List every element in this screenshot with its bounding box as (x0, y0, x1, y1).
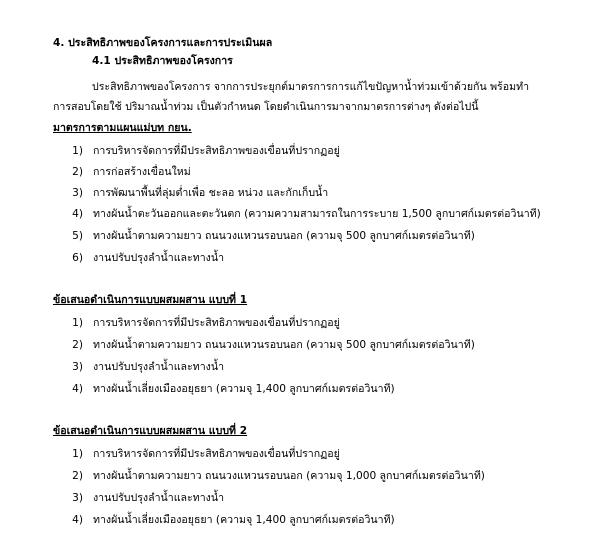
list-item-number: 1) (72, 317, 83, 329)
list-item-number: 3) (72, 187, 83, 199)
plan-2-title: ข้อเสนอดำเนินการแบบผสมผสาน แบบที่ 2 (53, 425, 248, 437)
list-item-number: 3) (72, 361, 83, 373)
list-item: งานปรับปรุงลำน้ำและทางน้ำ (93, 361, 225, 373)
list-item: การบริหารจัดการที่มีประสิทธิภาพของเขื่อนที่ปรากฏอยู่ (93, 317, 340, 329)
paragraph-line-1: ประสิทธิภาพของโครงการ จากการประยุกต์มาตรการการแก้ไขปัญหาน้ำท่วมเข้าด้วยกัน พร้อมทำ (92, 81, 530, 93)
list-item-number: 1) (72, 448, 83, 460)
section-heading: 4. ประสิทธิภาพของโครงการและการประเมินผล (53, 37, 273, 49)
list-item-number: 2) (72, 470, 83, 482)
list-item: การบริหารจัดการที่มีประสิทธิภาพของเขื่อนที่ปรากฏอยู่ (93, 448, 340, 460)
list-item: การบริหารจัดการที่มีประสิทธิภาพของเขื่อนที่ปรากฏอยู่ (93, 145, 340, 157)
list-item: ทางผันน้ำตามความยาว ถนนวงแหวนรอบนอก (ความจุ 500 ลูกบาศก์เมตรต่อวินาที) (93, 339, 475, 351)
list-item-number: 4) (72, 383, 83, 395)
list-item-number: 1) (72, 145, 83, 157)
list-item: การก่อสร้างเขื่อนใหม่ (93, 166, 191, 178)
list-item-number: 2) (72, 166, 83, 178)
paragraph-line-2: การสอบโดยใช้ ปริมาณน้ำท่วม เป็นตัวกำหนด โดยดำเนินการมาจากมาตรการต่างๆ ดังต่อไปนี้ (53, 101, 479, 113)
subsection-heading: 4.1 ประสิทธิภาพของโครงการ (92, 55, 233, 67)
list-item-number: 6) (72, 252, 83, 264)
list-item: ทางผันน้ำตะวันออกและตะวันตก (ความความสามารถในการระบาย 1,500 ลูกบาศก์เมตรต่อวินาที) (93, 208, 541, 220)
plan-main-title: มาตรการตามแผนแม่บท กยน. (53, 122, 192, 134)
list-item: ทางผันน้ำเลี่ยงเมืองอยุธยา (ความจุ 1,400 ลูกบาศก์เมตรต่อวินาที) (93, 383, 395, 395)
list-item: งานปรับปรุงลำน้ำและทางน้ำ (93, 492, 225, 504)
list-item: ทางผันน้ำเลี่ยงเมืองอยุธยา (ความจุ 1,400 ลูกบาศก์เมตรต่อวินาที) (93, 514, 395, 526)
list-item-number: 5) (72, 230, 83, 242)
list-item: ทางผันน้ำตามความยาว ถนนวงแหวนรอบนอก (ความจุ 1,000 ลูกบาศก์เมตรต่อวินาที) (93, 470, 485, 482)
list-item-number: 3) (72, 492, 83, 504)
list-item-number: 2) (72, 339, 83, 351)
list-item: ทางผันน้ำตามความยาว ถนนวงแหวนรอบนอก (ความจุ 500 ลูกบาศก์เมตรต่อวินาที) (93, 230, 475, 242)
list-item-number: 4) (72, 514, 83, 526)
list-item: การพัฒนาพื้นที่ลุ่มต่ำเพื่อ ชะลอ หน่วง และกักเก็บน้ำ (93, 187, 329, 199)
plan-1-title: ข้อเสนอดำเนินการแบบผสมผสาน แบบที่ 1 (53, 294, 248, 306)
list-item: งานปรับปรุงลำน้ำและทางน้ำ (93, 252, 225, 264)
list-item-number: 4) (72, 208, 83, 220)
